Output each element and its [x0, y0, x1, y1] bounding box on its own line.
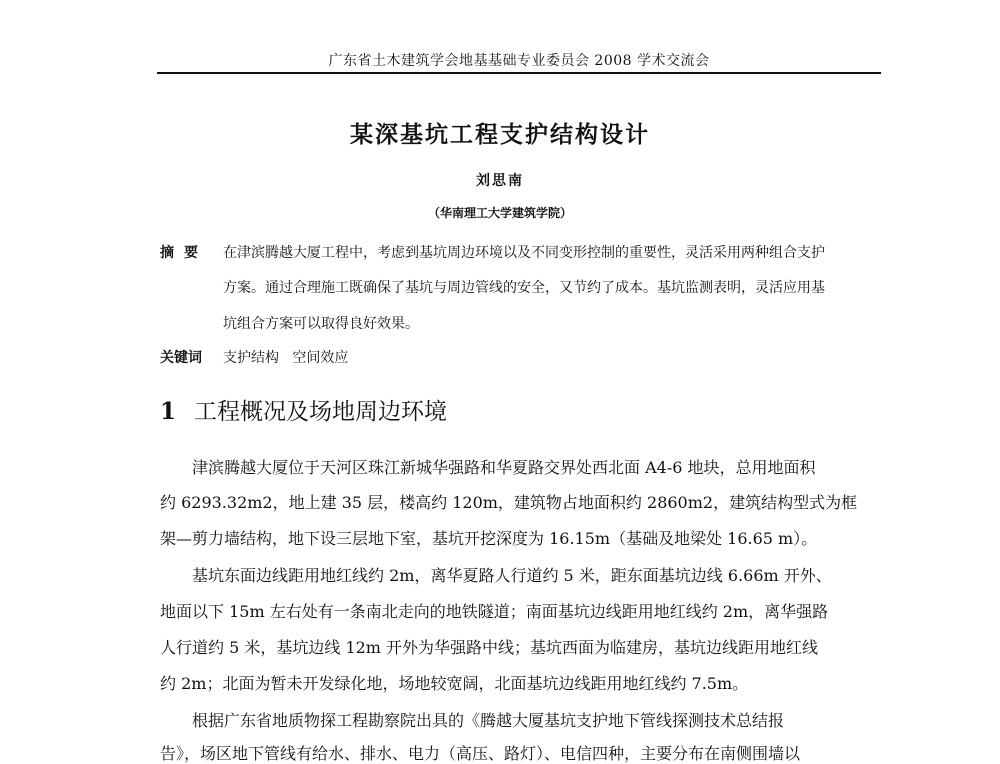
abstract-label: 摘要	[160, 245, 208, 261]
keywords-text: 支护结构 空间效应	[223, 350, 349, 366]
abstract-line: 在津滨腾越大厦工程中，考虑到基坑周边环境以及不同变形控制的重要性，灵活采用两种组合支护	[223, 245, 825, 261]
abstract-line: 方案。通过合理施工既确保了基坑与周边管线的安全，又节约了成本。基坑监测表明，灵活应用基	[223, 280, 825, 296]
body-line: 人行道约 5 米，基坑边线 12m 开外为华强路中线；基坑西面为临建房，基坑边线距用地红线	[160, 638, 819, 657]
keywords-label: 关键词	[160, 350, 202, 366]
running-header	[157, 28, 881, 74]
body-line: 基坑东面边线距用地红线约 2m，离华夏路人行道约 5 米，距东面基坑边线 6.66m 开外、	[160, 566, 832, 585]
body-line: 津滨腾越大厦位于天河区珠江新城华强路和华夏路交界处西北面 A4-6 地块，总用地面积	[160, 458, 816, 477]
section-number: 1	[160, 398, 177, 425]
body-line: 地面以下 15m 左右处有一条南北走向的地铁隧道；南面基坑边线距用地红线约 2m，离华强路	[160, 602, 829, 621]
body-line: 架—剪力墙结构，地下设三层地下室，基坑开挖深度为 16.15m（基础及地梁处 16.65 m）。	[160, 529, 818, 548]
body-line: 约 2m；北面为暂未开发绿化地，场地较宽阔，北面基坑边线距用地红线约 7.5m。	[160, 674, 749, 693]
section-title: 工程概况及场地周边环境	[194, 399, 448, 425]
body-line: 根据广东省地质物探工程勘察院出具的《腾越大厦基坑支护地下管线探测技术总结报	[160, 711, 785, 730]
header-text: 广东省土木建筑学会地基基础专业委员会 2008 学术交流会	[328, 53, 710, 69]
abstract-line: 坑组合方案可以取得良好效果。	[223, 316, 419, 332]
paper-title: 某深基坑工程支护结构设计	[350, 121, 650, 148]
body-line: 约 6293.32m2，地上建 35 层，楼高约 120m，建筑物占地面积约 2860m2，建筑结构型式为框	[160, 493, 858, 512]
section-heading	[160, 393, 447, 426]
body-line: 告》，场区地下管线有给水、排水、电力（高压、路灯）、电信四种，主要分布在南侧围墙以	[160, 744, 801, 763]
author-name: 刘思南	[476, 173, 524, 189]
author-affiliation: （华南理工大学建筑学院）	[427, 206, 572, 220]
